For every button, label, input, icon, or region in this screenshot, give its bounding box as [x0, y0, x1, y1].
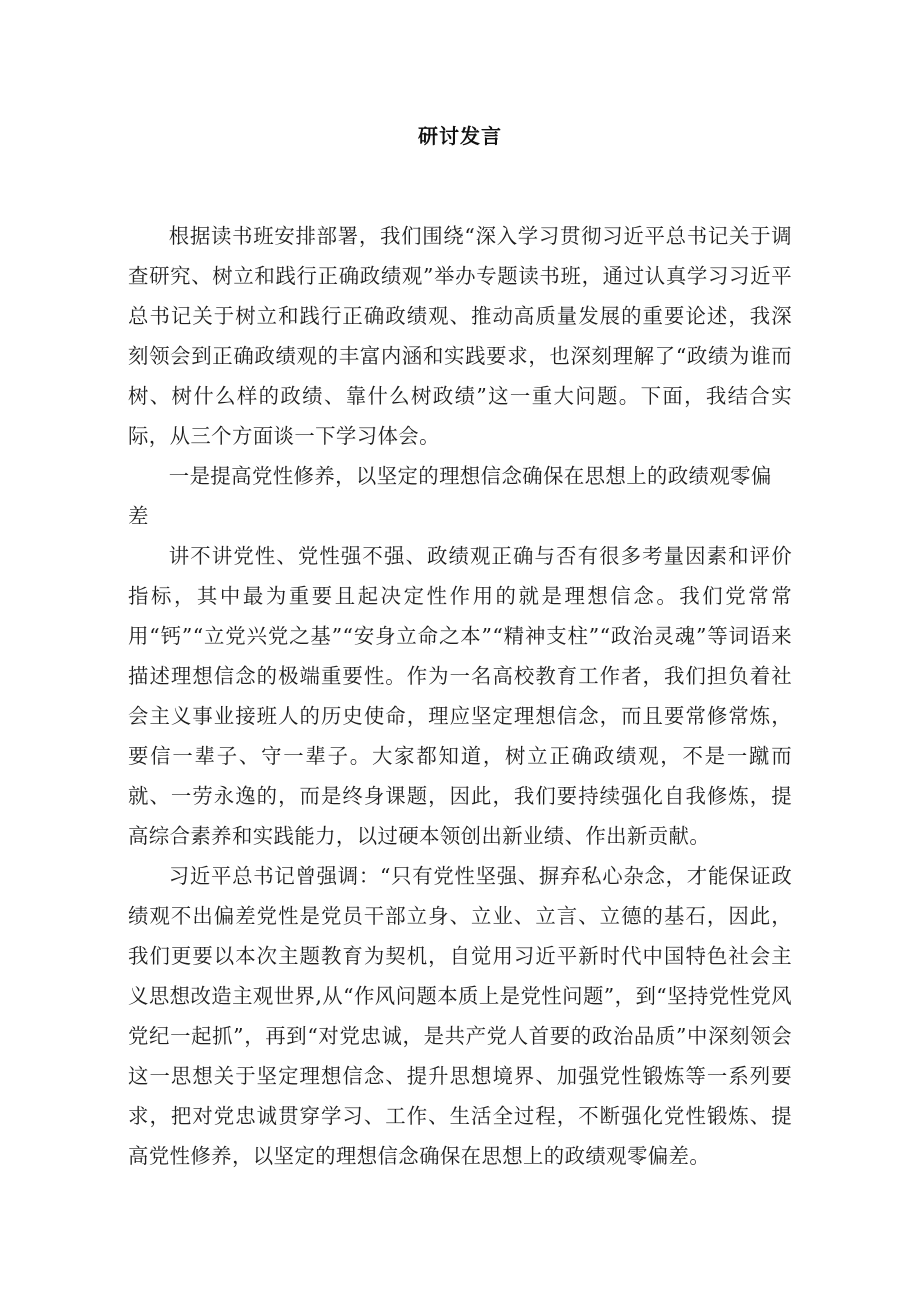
section-heading-1: 一是提高党性修养，以坚定的理想信念确保在思想上的政绩观零偏差	[128, 464, 772, 528]
paragraph-intro: 根据读书班安排部署，我们围绕“深入学习贯彻习近平总书记关于调查研究、树立和践行正确政绩观”举办专题读书班，通过认真学习习近平总书记关于树立和践行正确政绩观、推动高质量发展的重要论述，我深刻领会到正确政绩观的丰富内涵和实践要求，也深刻理解了“政绩为谁而树、树什么样的政绩、靠什么树政绩”这一重大问题。下面，我结合实际，从三个方面谈一下学习体会。	[128, 224, 792, 448]
document-body	[128, 216, 792, 1176]
paragraph-ideals: 讲不讲党性、党性强不强、政绩观正确与否有很多考量因素和评价指标，其中最为重要且起决定性作用的就是理想信念。我们党常常用“钙”“立党兴党之基”“安身立命之本”“精神支柱”“政治灵魂”等词语来描述理想信念的极端重要性。作为一名高校教育工作者，我们担负着社会主义事业接班人的历史使命，理应坚定理想信念，而且要常修常炼，要信一辈子、守一辈子。大家都知道，树立正确政绩观，不是一蹴而就、一劳永逸的，而是终身课题，因此，我们要持续强化自我修炼，提高综合素养和实践能力，以过硬本领创出新业绩、作出新贡献。	[128, 544, 792, 848]
document-title: 研讨发言	[418, 124, 502, 148]
paragraph-quote: 习近平总书记曾强调：“只有党性坚强、摒弃私心杂念，才能保证政绩观不出偏差党性是党员干部立身、立业、立言、立德的基石，因此，我们更要以本次主题教育为契机，自觉用习近平新时代中国特色社会主义思想改造主观世界,从“作风问题本质上是党性问题”，到“坚持党性党风党纪一起抓”，再到“对党忠诚，是共产党人首要的政治品质”中深刻领会这一思想关于坚定理想信念、提升思想境界、加强党性锻炼等一系列要求，把对党忠诚贯穿学习、工作、生活全过程，不断强化党性锻炼、提高党性修养，以坚定的理想信念确保在思想上的政绩观零偏差。	[128, 864, 792, 1168]
